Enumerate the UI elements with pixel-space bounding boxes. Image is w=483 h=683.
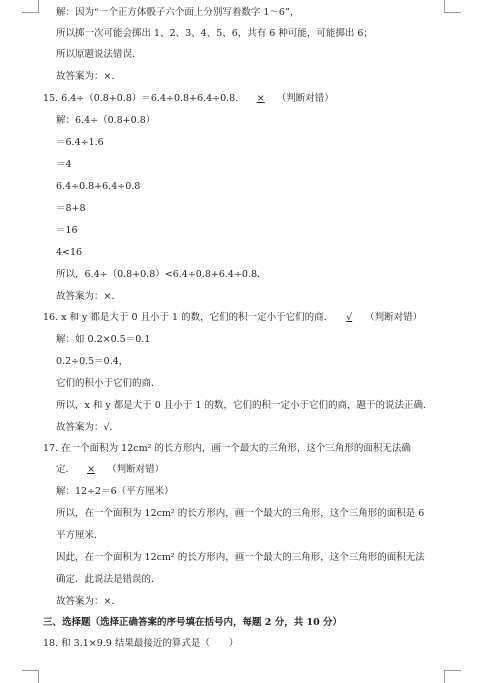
question-number: 15. bbox=[43, 93, 59, 104]
answer-line: 故答案为：×． bbox=[56, 71, 121, 82]
answer-line: 故答案为：×． bbox=[56, 291, 121, 302]
question-stem: x 和 y 都是大于 0 且小于 1 的数，它们的积一定小于它们的商． bbox=[61, 312, 334, 323]
crop-mark-top-right bbox=[444, 0, 461, 13]
crop-mark-bottom-left bbox=[22, 670, 39, 683]
answer-blank: × bbox=[256, 93, 265, 104]
question-stem: 在一个面积为 12cm² 的长方形内，画一个最大的三角形，这个三角形的面积无法确 bbox=[61, 443, 411, 454]
solution-line: ＝16 bbox=[56, 225, 78, 236]
question-stem: 和 3.1×9.9 结果最接近的算式是（ ） bbox=[61, 638, 239, 649]
question-17 bbox=[43, 442, 411, 456]
solution-line: 6.4÷0.8+6.4÷0.8 bbox=[56, 181, 141, 192]
answer-blank: × bbox=[87, 464, 96, 475]
solution-line: 确定．此说法是错误的． bbox=[56, 574, 161, 585]
solution-line: 所以掷一次可能会掷出 1、2、3、4、5、6，共有 6 种可能，可能掷出 6； bbox=[56, 28, 373, 39]
solution-line: 解：如 0.2×0.5＝0.1 bbox=[56, 334, 151, 345]
question-stem: 定． bbox=[56, 464, 76, 475]
question-number: 17. bbox=[43, 443, 59, 454]
solution-line: 平方厘米． bbox=[56, 530, 104, 541]
solution-line: 它们的积小于它们的商． bbox=[56, 378, 161, 389]
question-stem: 6.4÷（0.8+0.8）＝6.4÷0.8+6.4÷0.8． bbox=[61, 93, 245, 104]
crop-mark-bottom-right bbox=[444, 670, 461, 683]
solution-line: 解：因为“一个正方体骰子六个面上分别写着数字 1～6”， bbox=[56, 7, 300, 18]
solution-line: 因此，在一个面积为 12cm² 的长方形内，画一个最大的三角形，这个三角形的面积无法 bbox=[56, 552, 425, 563]
question-15 bbox=[43, 92, 334, 106]
solution-line: 所以，x 和 y 都是大于 0 且小于 1 的数，它们的积一定小于它们的商，题干的说法正确． bbox=[56, 400, 433, 411]
solution-line: ＝8+8 bbox=[56, 203, 86, 214]
answer-line: 故答案为：×． bbox=[56, 596, 121, 607]
solution-line: 所以，在一个面积为 12cm² 的长方形内，画一个最大的三角形，这个三角形的面积是 6 bbox=[56, 508, 425, 519]
crop-mark-top-left bbox=[22, 0, 39, 13]
question-17-continued bbox=[56, 463, 164, 477]
solution-line: 所以原题说法错误． bbox=[56, 49, 142, 60]
solution-line: ＝6.4÷1.6 bbox=[56, 137, 104, 148]
question-tail: （判断对错） bbox=[107, 464, 165, 475]
question-number: 16. bbox=[43, 312, 59, 323]
solution-line: 解：6.4÷（0.8+0.8） bbox=[56, 115, 156, 126]
question-18 bbox=[43, 637, 238, 651]
answer-line: 故答案为：√． bbox=[56, 422, 120, 433]
solution-line: 解：12÷2＝6（平方厘米） bbox=[56, 486, 174, 497]
section-heading: 三、选择题（选择正确答案的序号填在括号内，每题 2 分，共 10 分） bbox=[43, 617, 343, 628]
solution-line: ＝4 bbox=[56, 159, 72, 170]
question-tail: （判断对错） bbox=[365, 312, 423, 323]
answer-blank: √ bbox=[346, 312, 353, 323]
solution-line: 4<16 bbox=[56, 247, 83, 258]
solution-line: 所以，6.4÷（0.8+0.8）<6.4÷0.8+6.4÷0.8． bbox=[56, 269, 267, 280]
question-number: 18. bbox=[43, 638, 59, 649]
question-tail: （判断对错） bbox=[276, 93, 334, 104]
question-16 bbox=[43, 311, 422, 325]
solution-line: 0.2÷0.5＝0.4， bbox=[56, 356, 129, 367]
